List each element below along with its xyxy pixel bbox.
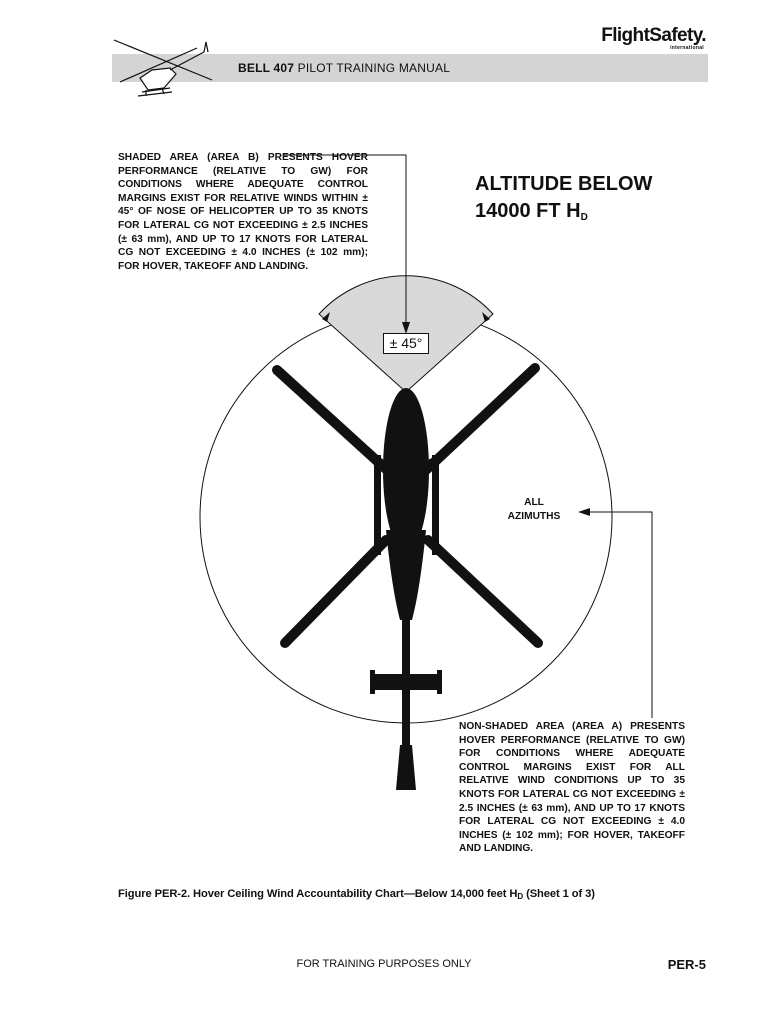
brand-logo: FlightSafety.	[601, 25, 706, 46]
all-azimuths-label: ALL AZIMUTHS	[507, 497, 561, 522]
callout-area-a: NON-SHADED AREA (AREA A) PRESENTS HOVER PERFORMANCE (RELATIVE TO GW) FOR CONDITIONS WHERE ADEQUATE CONTROL MARGINS EXIST FOR ALL RELATIVE WIND CONDITIONS UP TO 35 KNOTS FOR LATERAL CG NOT EXCEEDING ± 2.5 INCHES (± 63 mm), AND UP TO 17 KNOTS FOR LATERAL CG NOT EXCEEDING ± 4.0 INCHES (± 102 mm); FOR HOVER, TAKEOFF AND LANDING.	[459, 721, 685, 855]
leader-line-azimuths	[580, 512, 652, 718]
footer-notice: FOR TRAINING PURPOSES ONLY	[296, 958, 472, 970]
manual-title: BELL 407 PILOT TRAINING MANUAL	[238, 61, 451, 75]
angle-label: ± 45°	[383, 333, 429, 354]
page-number: PER-5	[667, 957, 706, 972]
leader-arrow-azimuths	[578, 508, 590, 516]
callout-area-b: SHADED AREA (AREA B) PRESENTS HOVER PERFORMANCE (RELATIVE TO GW) FOR CONDITIONS WHERE ADEQUATE CONTROL MARGINS EXIST FOR RELATIVE WINDS WITHIN ± 45° OF NOSE OF HELICOPTER UP TO 35 KNOTS FOR LATERAL CG NOT EXCEEDING ± 2.5 INCHES (± 63 mm), AND UP TO 17 KNOTS FOR LATERAL CG NOT EXCEEDING ± 4.0 INCHES (± 102 mm); FOR HOVER, TAKEOFF AND LANDING.	[118, 152, 368, 272]
figure-caption: Figure PER-2. Hover Ceiling Wind Accountability Chart—Below 14,000 feet $H_D$ (Sheet 1 of 3)	[118, 888, 595, 901]
brand-subtitle: international	[670, 45, 704, 51]
altitude-title: ALTITUDE BELOW 14000 FT $H_D$	[475, 173, 653, 223]
